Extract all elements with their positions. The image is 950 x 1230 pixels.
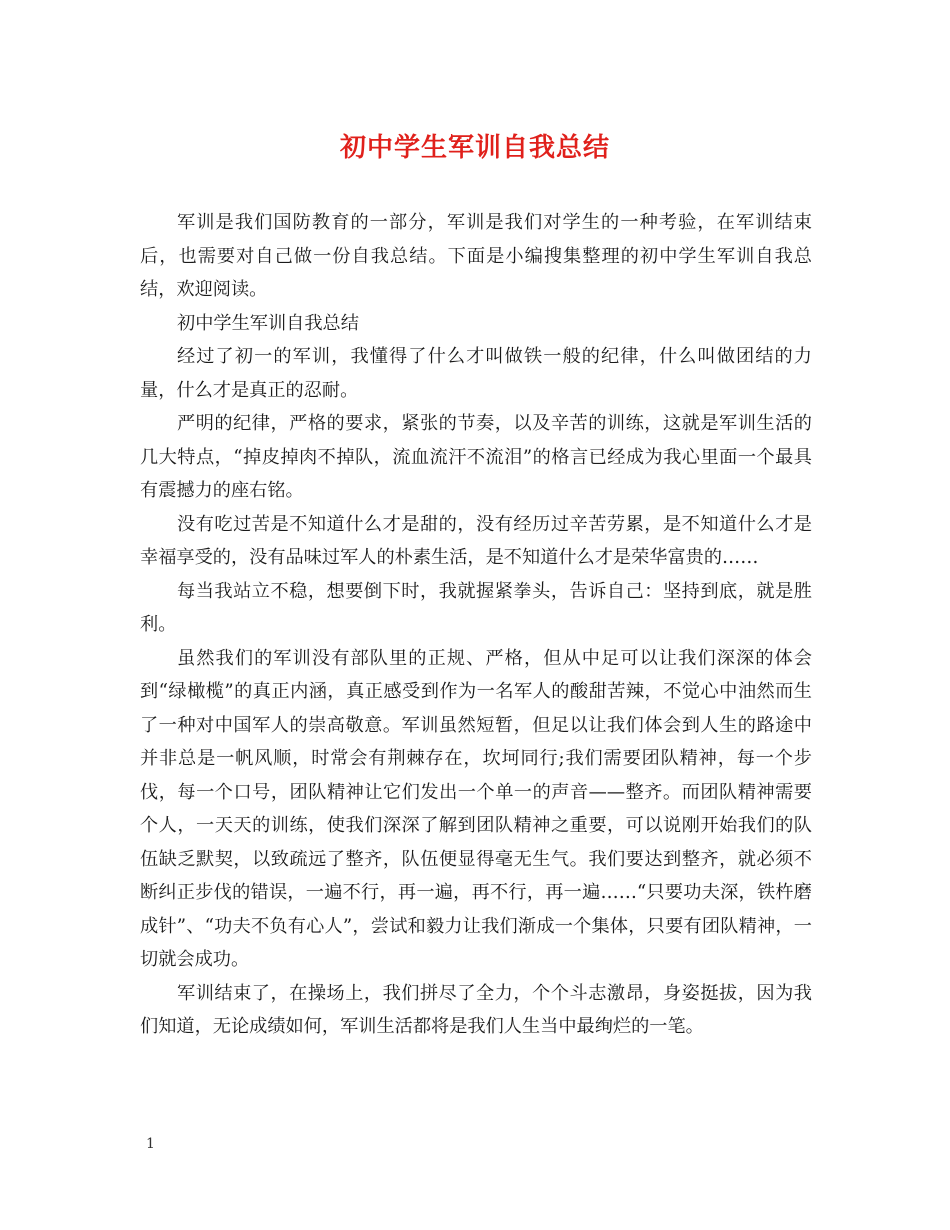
paragraph: 虽然我们的军训没有部队里的正规、严格，但从中足可以让我们深深的体会到“绿橄榄”的真正内涵，真正感受到作为一名军人的酸甜苦辣，不觉心中油然而生了一种对中国军人的崇高敬意。军训虽然短暂，但足以让我们体会到人生的路途中并非总是一帆风顺，时常会有荆棘存在，坎坷同行;我们需要团队精神，每一个步伐，每一个口号，团队精神让它们发出一个单一的声音——整齐。而团队精神需要个人，一天天的训练，使我们深深了解到团队精神之重要，可以说刚开始我们的队伍缺乏默契，以致疏远了整齐，队伍便显得毫无生气。我们要达到整齐，就必须不断纠正步伐的错误，一遍不行，再一遍，再不行，再一遍……“只要功夫深，铁杵磨成针”、“功夫不负有心人”，尝试和毅力让我们渐成一个集体，只要有团队精神，一切就会成功。 xyxy=(140,647,812,970)
paragraph: 严明的纪律，严格的要求，紧张的节奏，以及辛苦的训练，这就是军训生活的几大特点，“掉皮掉肉不掉队，流血流汗不流泪”的格言已经成为我心里面一个最具有震撼力的座右铭。 xyxy=(140,413,812,501)
paragraph-subtitle: 初中学生军训自我总结 xyxy=(177,312,359,334)
paragraph: 没有吃过苦是不知道什么才是甜的，没有经历过辛苦劳累，是不知道什么才是幸福享受的，没有品味过军人的朴素生活，是不知道什么才是荣华富贵的…… xyxy=(140,513,812,568)
page-number: 1 xyxy=(146,1136,155,1152)
document-title: 初中学生军训自我总结 xyxy=(339,133,610,163)
paragraph: 经过了初一的军训，我懂得了什么才叫做铁一般的纪律，什么叫做团结的力量，什么才是真正的忍耐。 xyxy=(140,346,812,401)
paragraph: 军训结束了，在操场上，我们拼尽了全力，个个斗志激昂，身姿挺拔，因为我们知道，无论成绩如何，军训生活都将是我们人生当中最绚烂的一笔。 xyxy=(140,982,812,1037)
document-body xyxy=(140,206,812,1044)
paragraph-intro: 军训是我们国防教育的一部分，军训是我们对学生的一种考验，在军训结束后，也需要对自己做一份自我总结。下面是小编搜集整理的初中学生军训自我总结，欢迎阅读。 xyxy=(140,212,812,300)
paragraph: 每当我站立不稳，想要倒下时，我就握紧拳头，告诉自己：坚持到底，就是胜利。 xyxy=(140,580,812,635)
